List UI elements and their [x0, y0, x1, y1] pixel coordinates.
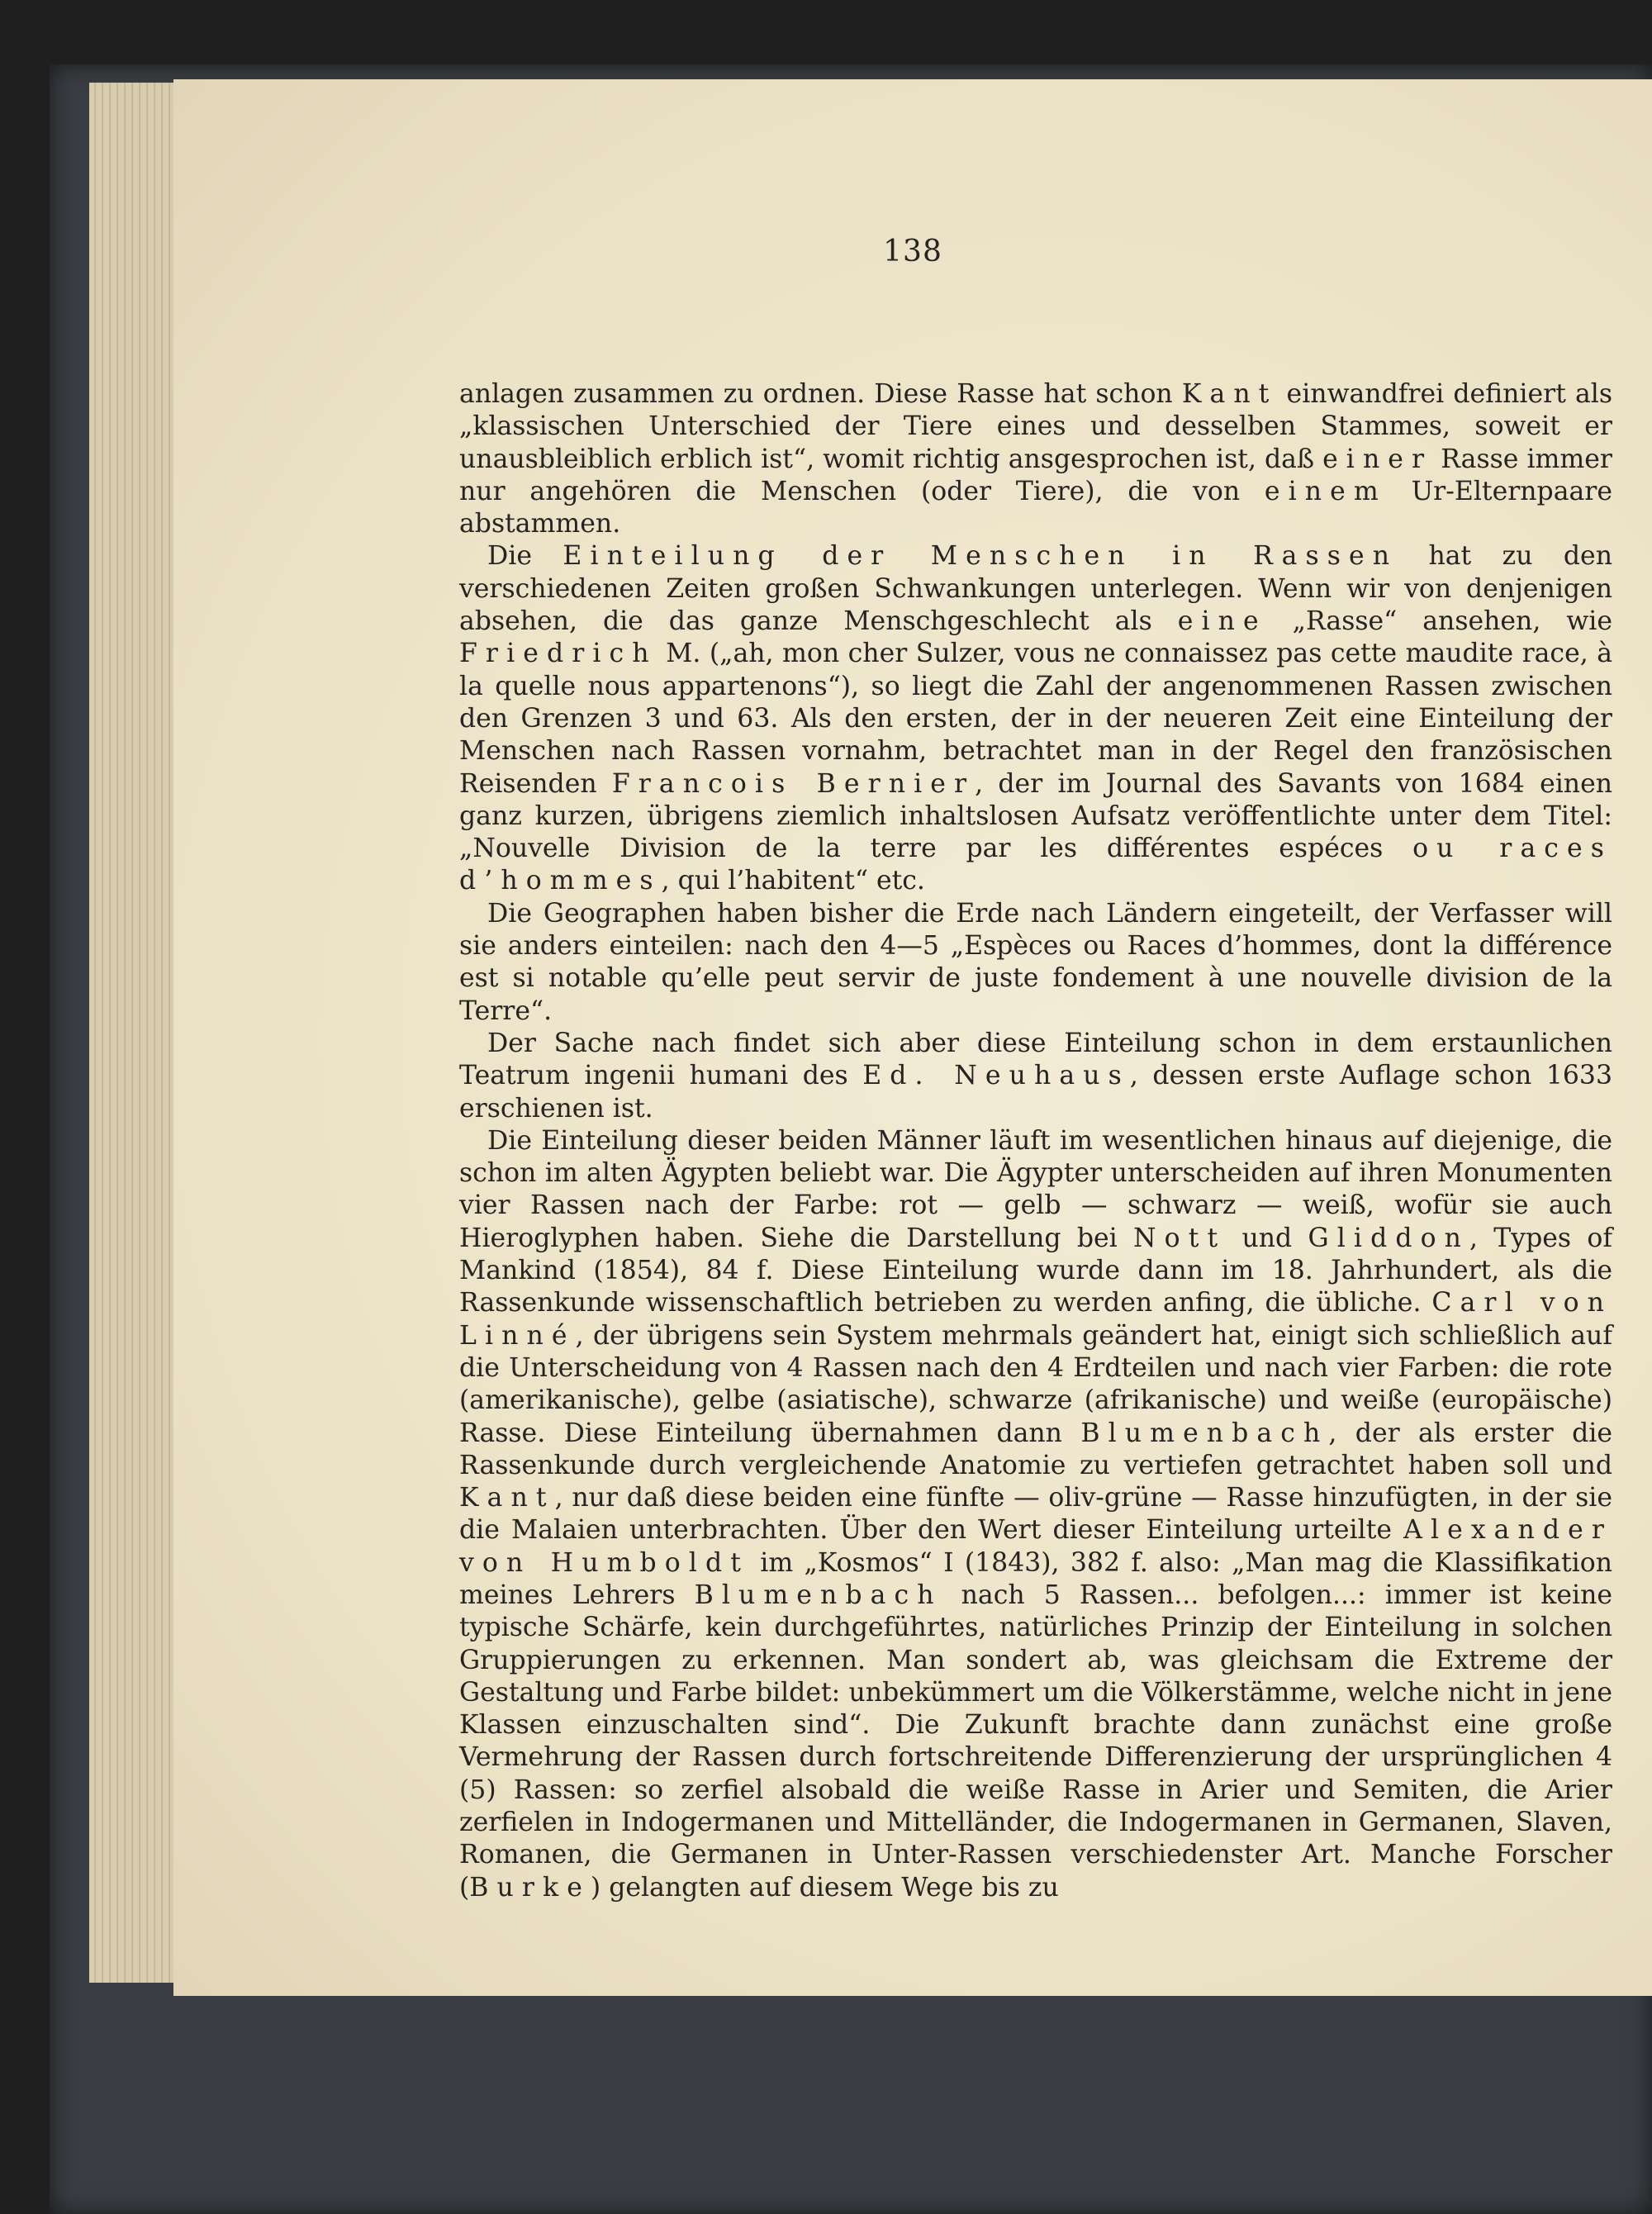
- spaced-name: eine: [1177, 606, 1267, 637]
- spaced-name: Alexander von Humboldt: [459, 1515, 1612, 1578]
- spaced-name: Carl von Linné: [459, 1288, 1613, 1351]
- spaced-name: Blumenbach: [1080, 1418, 1329, 1448]
- text-run: Die Geographen haben bisher die Erde nach Ländern eingeteilt, der Verfasser will sie anders einteilen: nach den 4—5 „Espèces ou Races d’hommes, dont la différence est si notable qu’elle peut servir de juste fondement à une nouvelle division de la Terre“.: [459, 898, 1612, 1026]
- spaced-name: Burke: [469, 1872, 591, 1903]
- text-run: und: [1226, 1223, 1308, 1253]
- text-run: „Rasse“ ansehen, wie: [1266, 606, 1612, 637]
- text-run: , der im Journal des Savants von 1684 einen ganz kurzen, übrigens ziemlich inhaltslosen Aufsatz veröffentlichte unter dem Titel: „Nouvelle Division de la terre par les différentes espéces: [459, 768, 1613, 864]
- spaced-name: Einteilung der Menschen in Rassen: [563, 541, 1398, 572]
- text-run: einwandfrei definiert als „klassischen Unterschied der Tiere eines und desselben Stammes, soweit er unausbleiblich erblich ist“, womit richtig ansgesprochen ist, daß: [459, 379, 1612, 474]
- spaced-name: Ed. Neuhaus: [862, 1061, 1130, 1091]
- spaced-name: Kant: [459, 1483, 555, 1513]
- text-run: Ur-Elternpaare abstammen.: [459, 476, 1612, 539]
- book-page: [173, 79, 1652, 1996]
- text-run: , der als erster die Rassenkunde durch vergleichende Anatomie zu vertiefen getrachtet haben soll und: [459, 1418, 1612, 1480]
- spaced-name: Gliddon: [1308, 1223, 1469, 1253]
- text-run: M. („ah, mon cher Sulzer, vous ne connaissez pas cette maudite race, à la quelle nous appartenons“), so liegt die Zahl der angenommenen Rassen zwischen den Grenzen 3 und 63. Als den ersten, der in der neueren Zeit eine Einteilung der Menschen nach Rassen vornahm, betrachtet man in der Regel den französischen Reisenden: [459, 639, 1612, 799]
- text-run: , der übrigens sein System mehrmals geändert hat, einigt sich schließlich auf die Unterscheidung von 4 Rassen nach den 4 Erdteilen und nach vier Farben: die rote (amerikanische), gelbe (asiatische), schwarze (afrikanische) und weiße (europäische) Rasse. Diese Einteilung übernahmen dann: [459, 1320, 1612, 1448]
- text-run: , nur daß diese beiden eine fünfte — oliv-grüne — Rasse hinzufügten, in der sie die Malaien unterbrachten. Über den Wert dieser Einteilung urteilte: [459, 1483, 1612, 1546]
- spaced-name: Francois Bernier: [611, 768, 976, 799]
- paragraph: [459, 898, 1612, 1028]
- spaced-name: Friedrich: [459, 639, 657, 669]
- text-run: Der Sache nach findet sich aber diese Einteilung schon in dem erstaunlichen Teatrum ingenii humani des: [459, 1028, 1612, 1091]
- spaced-name: ou races d’hommes: [459, 834, 1612, 896]
- paragraph: [459, 378, 1612, 540]
- page-number: 138: [883, 235, 942, 268]
- spaced-name: Kant: [1181, 379, 1278, 409]
- text-run: hat zu den verschiedenen Zeiten großen Schwankungen unterlegen. Wenn wir von denjenigen absehen, die das ganze Menschgeschlecht als: [459, 541, 1612, 637]
- text-run: Die: [487, 541, 563, 572]
- text-run: anlagen zusammen zu ordnen. Diese Rasse hat schon: [459, 379, 1182, 409]
- text-run: , dessen erste Auflage schon 1633 erschienen ist.: [459, 1061, 1613, 1124]
- spaced-name: Blumenbach: [694, 1580, 942, 1610]
- spaced-name: Nott: [1133, 1223, 1227, 1253]
- text-run: ) gelangten auf diesem Wege bis zu: [590, 1872, 1059, 1903]
- text-run: , Types of Mankind (1854), 84 f. Diese Einteilung wurde dann im 18. Jahrhundert, als die Rassenkunde wissenschaftlich betrieben zu werden anfing, die übliche.: [459, 1223, 1612, 1318]
- text-run: im „Kosmos“ I (1843), 382 f. also: „Man mag die Klassifikation meines Lehrers: [459, 1547, 1612, 1610]
- paragraph: [459, 540, 1612, 897]
- text-run: , qui l’habitent“ etc.: [661, 866, 925, 896]
- text-run: Die Einteilung dieser beiden Männer läuft im wesentlichen hinaus auf diejenige, die schon im alten Ägypten beliebt war. Die Ägypter unterscheiden auf ihren Monumenten vier Rassen nach der Farbe: rot — gelb — schwarz — weiß, wofür sie auch Hieroglyphen haben. Siehe die Darstellung bei: [459, 1125, 1612, 1253]
- spaced-name: einem: [1264, 476, 1387, 506]
- page-text: [459, 378, 1612, 1904]
- paragraph: [459, 1028, 1612, 1125]
- text-run: nach 5 Rassen... befolgen...: immer ist keine typische Schärfe, kein durchgeführtes, natürliches Prinzip der Einteilung in solchen Gruppierungen zu erkennen. Man sondert ab, was gleichsam die Extreme der Gestaltung und Farbe bildet: unbekümmert um die Völkerstämme, welche nicht in jene Klassen einzuschalten sind“. Die Zukunft brachte dann zunächst eine große Vermehrung der Rassen durch fortschreitende Differenzierung der ursprünglichen 4 (5) Rassen: so zerfiel alsobald die weiße Rasse in Arier und Semiten, die Arier zerfielen in Indogermanen und Mittelländer, die Indogermanen in Germanen, Slaven, Romanen, die Germanen in Unter-Rassen verschiedenster Art. Manche Forscher (: [459, 1580, 1612, 1903]
- paragraph: [459, 1125, 1612, 1904]
- spaced-name: einer: [1322, 444, 1433, 474]
- text-run: Rasse immer nur angehören die Menschen (oder Tiere), die von: [459, 444, 1612, 506]
